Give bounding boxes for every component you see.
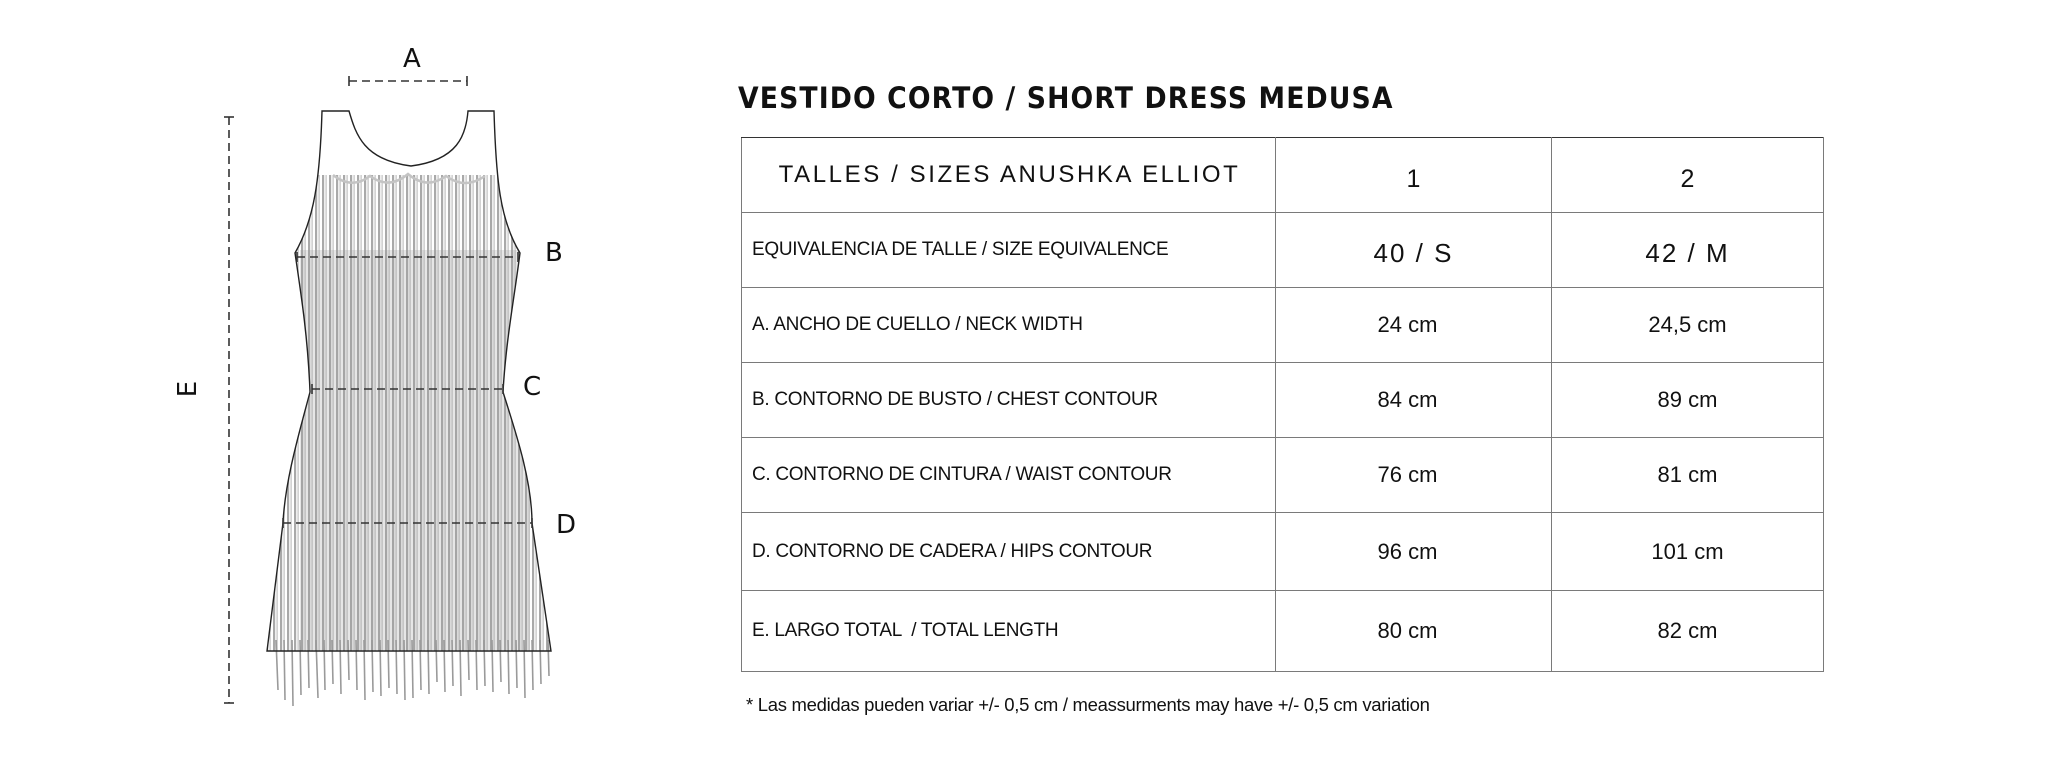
cell-size-1: 84 cm: [1276, 363, 1552, 438]
cell-size-1: 24 cm: [1276, 288, 1552, 363]
size-chart-table: [741, 137, 1824, 672]
table-row: [742, 438, 1824, 513]
cell-size-1: 80 cm: [1276, 591, 1552, 672]
header-size-1: 1: [1276, 138, 1552, 213]
cell-size-2: 89 cm: [1552, 363, 1824, 438]
row-label-chest-contour: B. CONTORNO DE BUSTO / CHEST CONTOUR: [742, 363, 1276, 438]
header-size-2: 2: [1552, 138, 1824, 213]
table-row: [742, 288, 1824, 363]
row-label-size-equivalence: EQUIVALENCIA DE TALLE / SIZE EQUIVALENCE: [742, 213, 1276, 288]
row-label-waist-contour: C. CONTORNO DE CINTURA / WAIST CONTOUR: [742, 438, 1276, 513]
table-header-row: [742, 138, 1824, 213]
cell-size-1: 76 cm: [1276, 438, 1552, 513]
table-row: [742, 591, 1824, 672]
dress-illustration: [0, 0, 720, 775]
header-label: TALLES / SIZES ANUSHKA ELLIOT: [742, 138, 1276, 213]
footnote: * Las medidas pueden variar +/- 0,5 cm / meassurments may have +/- 0,5 cm variation: [746, 694, 1430, 715]
cell-size-2: 42 / M: [1552, 213, 1824, 288]
page-title: VESTIDO CORTO / SHORT DRESS MEDUSA: [738, 81, 1394, 115]
cell-size-2: 24,5 cm: [1552, 288, 1824, 363]
label-a: A: [403, 44, 421, 74]
fringe-icon: [260, 174, 560, 706]
table-row: [742, 363, 1824, 438]
cell-size-1: 40 / S: [1276, 213, 1552, 288]
row-label-neck-width: A. ANCHO DE CUELLO / NECK WIDTH: [742, 288, 1276, 363]
cell-size-2: 82 cm: [1552, 591, 1824, 672]
cell-size-2: 101 cm: [1552, 513, 1824, 591]
row-label-hips-contour: D. CONTORNO DE CADERA / HIPS CONTOUR: [742, 513, 1276, 591]
table-row: [742, 513, 1824, 591]
dress-drawing: [0, 0, 720, 775]
label-d: D: [556, 510, 577, 540]
label-e: E: [173, 380, 204, 398]
cell-size-2: 81 cm: [1552, 438, 1824, 513]
label-c: C: [523, 372, 542, 402]
table-row: [742, 213, 1824, 288]
label-b: B: [545, 238, 563, 268]
cell-size-1: 96 cm: [1276, 513, 1552, 591]
row-label-total-length: E. LARGO TOTAL / TOTAL LENGTH: [742, 591, 1276, 672]
